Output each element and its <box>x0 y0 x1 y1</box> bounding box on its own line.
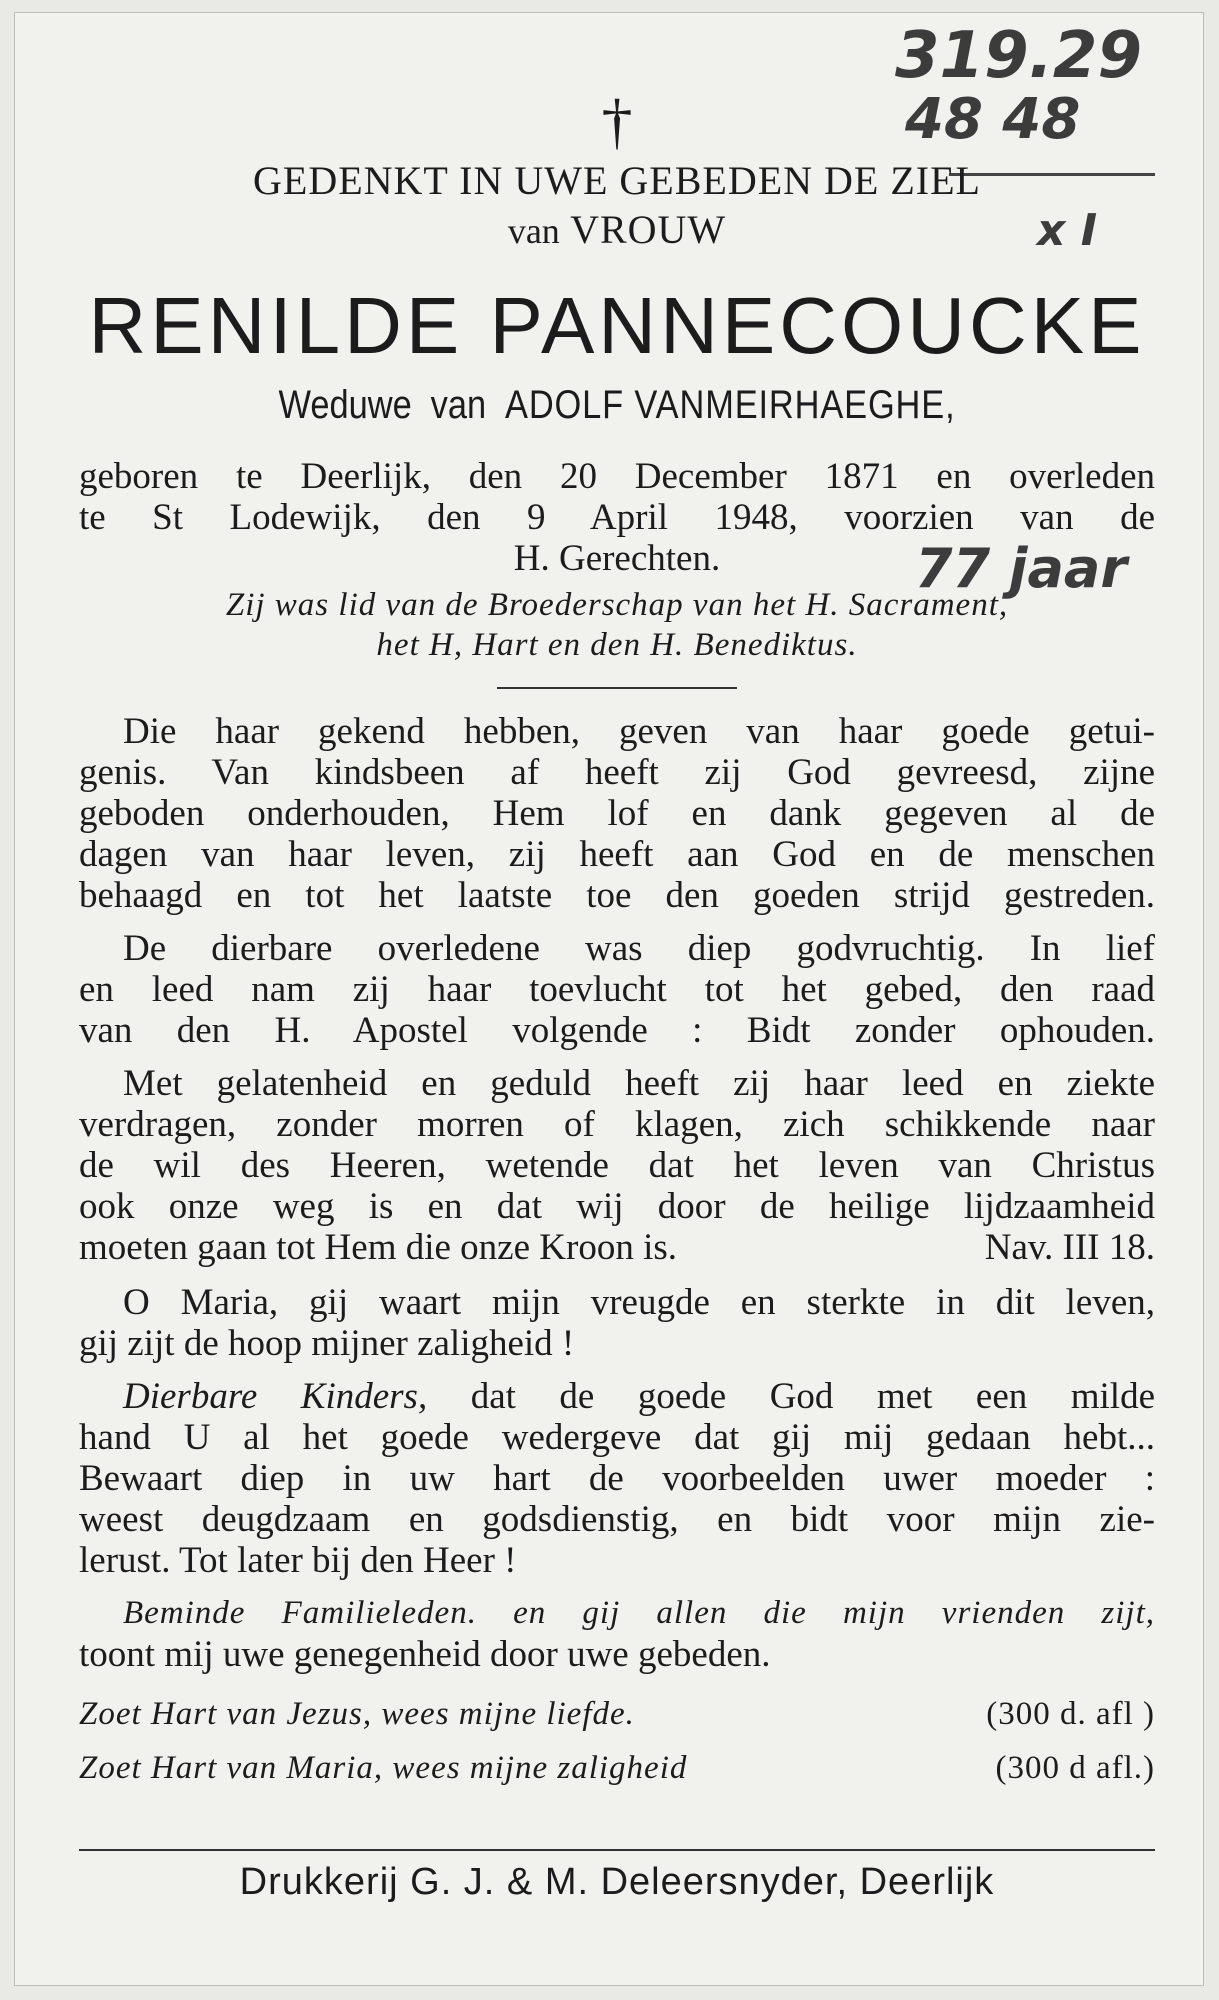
divider <box>497 687 737 689</box>
deceased-name: RENILDE PANNECOUCKE <box>88 281 1146 370</box>
text-line: verdragen, zonder morren of klagen, zich schikkende naar <box>79 1104 1155 1145</box>
handwritten-archive-number: 319.29 <box>895 19 1142 93</box>
paragraph-testimony <box>79 711 1155 916</box>
text-line: van den H. Apostel volgende : Bidt zonder ophouden. <box>79 1010 1155 1051</box>
text-line: weest deugdzaam en godsdienstig, en bidt voor mijn zie- <box>79 1499 1155 1540</box>
text-line: dagen van haar leven, zij heeft aan God en de menschen <box>79 834 1155 875</box>
handwritten-year-note: 48 48 <box>905 87 1081 152</box>
handwritten-margin-note: x I <box>1037 205 1098 256</box>
children-address: Dierbare Kinders, <box>123 1376 428 1417</box>
text-line: hand U al het goede wedergeve dat gij mij gedaan hebt... <box>79 1417 1155 1458</box>
bio-line: geboren te Deerlijk, den 20 December 1871 en overleden <box>79 456 1155 497</box>
prayer-list <box>79 1687 1155 1795</box>
text-line: ook onze weg is en dat wij door de heilige lijdzaamheid <box>79 1186 1155 1227</box>
memorial-card <box>14 12 1204 1986</box>
scripture-reference: Nav. III 18. <box>984 1227 1155 1268</box>
header-van-vrouw <box>79 205 1155 256</box>
paragraph-family <box>79 1593 1155 1675</box>
text-line: geboden onderhouden, Hem lof en dank gegeven al de <box>79 793 1155 834</box>
text-line: de wil des Heeren, wetende dat het leven van Christus <box>79 1145 1155 1186</box>
husband-name: ADOLF VANMEIRHAEGHE, <box>505 383 956 427</box>
handwritten-age-note: 77 jaar <box>915 537 1127 600</box>
paragraph-children <box>79 1376 1155 1581</box>
family-address: Beminde Familieleden. en gij allen die mijn vrienden zijt, <box>123 1595 1155 1631</box>
text-line: De dierbare overledene was diep godvruchtig. In lief <box>123 928 1155 969</box>
text-line: behaagd en tot het laatste toe den goeden strijd gestreden. <box>79 875 1155 916</box>
paragraph-devotion <box>79 928 1155 1051</box>
widow-line <box>154 378 1079 432</box>
card-content <box>79 88 1156 1795</box>
widow-van: van <box>430 383 487 427</box>
footer-divider <box>79 1849 1155 1851</box>
text-line: moeten gaan tot Hem die onze Kroon is. <box>79 1227 677 1268</box>
cross-icon: † <box>601 88 633 156</box>
text-line: O Maria, gij waart mijn vreugde en sterkte in dit leven, <box>123 1282 1155 1323</box>
prayer-row <box>79 1741 1155 1795</box>
text-line: Met gelatenheid en geduld heeft zij haar leed en ziekte <box>123 1063 1155 1104</box>
paragraph-maria <box>79 1282 1155 1364</box>
paragraph-patience <box>79 1063 1155 1268</box>
text-line: gij zijt de hoop mijner zaligheid ! <box>79 1323 575 1364</box>
bio-line: H. Gerechten. <box>513 538 721 579</box>
fraternity-line: Zij was lid van de Broederschap van het H. Sacrament, <box>225 587 1009 623</box>
text-line-with-reference <box>79 1227 1155 1268</box>
prayer-text: Zoet Hart van Jezus, wees mijne liefde. <box>79 1696 635 1732</box>
header-vrouw: VROUW <box>570 207 727 252</box>
printer-credit: Drukkerij G. J. & M. Deleersnyder, Deerlijk <box>239 1861 995 1903</box>
widow-label: Weduwe <box>278 383 412 427</box>
header-remember: GEDENKT IN UWE GEBEDEN DE ZIEL <box>253 158 981 203</box>
text-line <box>79 1376 1155 1417</box>
prayer-row <box>79 1687 1155 1741</box>
biography <box>79 456 1155 579</box>
indulgence: (300 d afl.) <box>995 1750 1155 1786</box>
bio-line: te St Lodewijk, den 9 April 1948, voorzien van de <box>79 497 1155 538</box>
text-line: toont mij uwe genegenheid door uwe gebeden. <box>79 1634 771 1675</box>
indulgence: (300 d. afl ) <box>986 1696 1155 1732</box>
text-line: en leed nam zij haar toevlucht tot het gebed, den raad <box>79 969 1155 1010</box>
text-line: genis. Van kindsbeen af heeft zij God gevreesd, zijne <box>79 752 1155 793</box>
fraternity-text <box>79 585 1155 665</box>
text-fragment: dat de goede God met een milde <box>470 1376 1156 1417</box>
fraternity-line: het H, Hart en den H. Benediktus. <box>376 627 858 663</box>
text-line: Die haar gekend hebben, geven van haar goede getui- <box>123 711 1155 752</box>
text-line: Bewaart diep in uw hart de voorbeelden uwer moeder : <box>79 1458 1155 1499</box>
text-line: lerust. Tot later bij den Heer ! <box>79 1540 517 1581</box>
prayer-text: Zoet Hart van Maria, wees mijne zaligheid <box>79 1750 688 1786</box>
header-van: van <box>507 211 560 251</box>
